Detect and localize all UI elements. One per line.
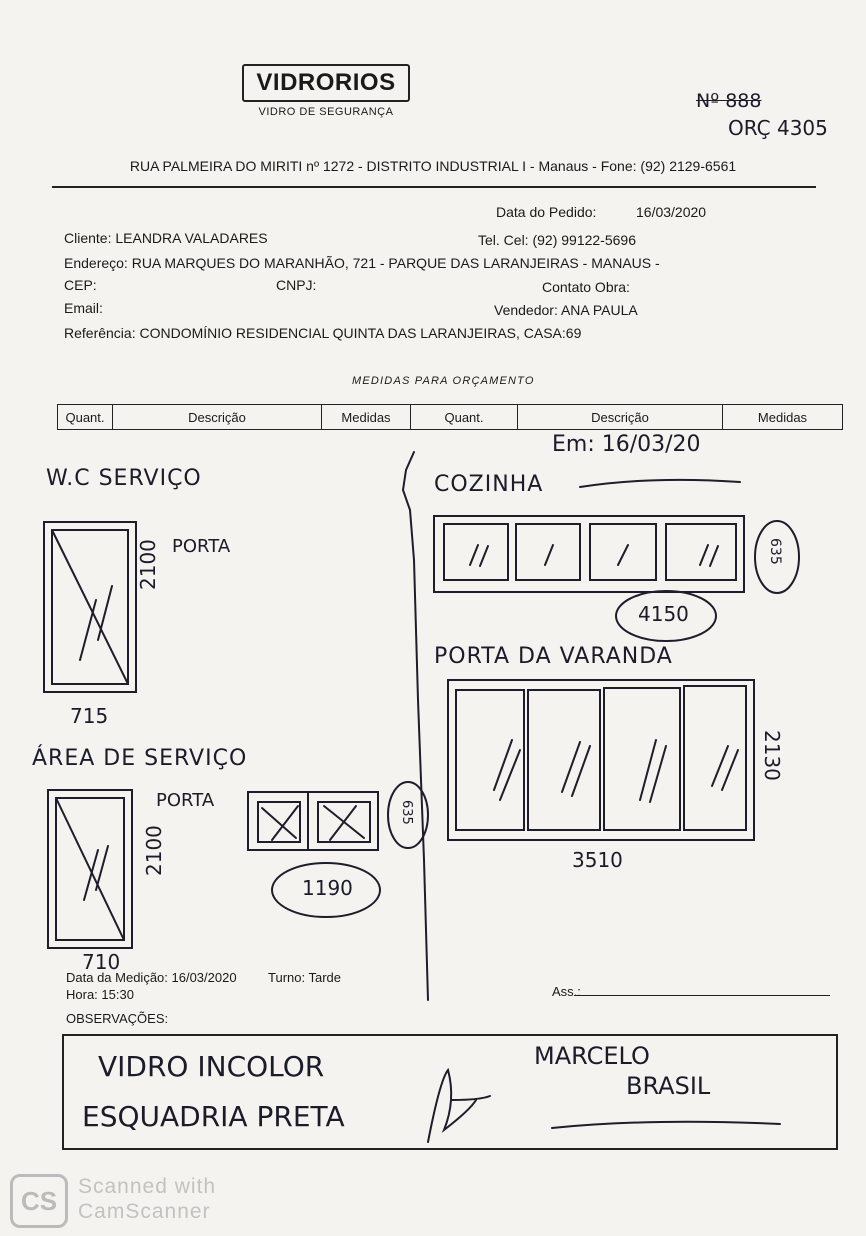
label-cozinha: COZINHA [434, 472, 544, 497]
watermark-line-2: CamScanner [78, 1200, 211, 1223]
measurements-title: MEDIDAS PARA ORÇAMENTO [352, 375, 535, 387]
service-door-glass-marks [84, 846, 108, 900]
watermark-line-1: Scanned with [78, 1175, 217, 1198]
measurement-date-note: Em: 16/03/20 [552, 432, 701, 457]
dim-715: 715 [70, 704, 109, 728]
label-wc-servico: W.C SERVIÇO [46, 466, 202, 491]
col-quant-1: Quant. [58, 405, 113, 430]
signer-first-name: MARCELO [534, 1042, 650, 1070]
dim-635-b: 635 [767, 538, 783, 565]
signature-line [574, 995, 830, 996]
label-porta-1: PORTA [172, 536, 231, 557]
company-logo: VIDRORIOS [242, 64, 410, 102]
date-underline [580, 480, 740, 487]
cnpj-field: CNPJ: [276, 277, 317, 293]
col-medidas-2: Medidas [723, 405, 843, 430]
dim-1190: 1190 [302, 876, 353, 900]
email-field: Email: [64, 300, 103, 316]
dim-3510: 3510 [572, 848, 623, 872]
dim-4150: 4150 [638, 602, 689, 626]
dim-2100-b: 2100 [142, 825, 166, 876]
company-subtitle: VIDRO DE SEGURANÇA [258, 106, 394, 118]
dim-2130: 2130 [760, 730, 784, 781]
company-address: RUA PALMEIRA DO MIRITI nº 1272 - DISTRITO INDUSTRIAL I - Manaus - Fone: (92) 2129-6561 [129, 158, 737, 174]
order-number: Nº 888 [696, 90, 762, 112]
label-porta-varanda: PORTA DA VARANDA [434, 644, 673, 669]
signature-label: Ass.: [552, 984, 581, 999]
wc-door-diagonal [52, 530, 128, 684]
client-address: Endereço: RUA MARQUES DO MARANHÃO, 721 - PARQUE DAS LARANJEIRAS - MANAUS - [64, 255, 660, 271]
camscanner-watermark [78, 1174, 216, 1224]
measurement-time: Hora: 15:30 [66, 987, 134, 1002]
dim-710: 710 [82, 950, 121, 974]
client-name: Cliente: LEANDRA VALADARES [64, 230, 268, 246]
measurement-shift: Turno: Tarde [268, 970, 341, 985]
site-contact-field: Contato Obra: [542, 279, 630, 295]
seller-field: Vendedor: ANA PAULA [494, 302, 638, 318]
cep-field: CEP: [64, 277, 97, 293]
label-porta-2: PORTA [156, 790, 215, 811]
col-descricao-1: Descrição [113, 405, 322, 430]
label-area-servico: ÁREA DE SERVIÇO [32, 746, 248, 771]
sketch-divider [403, 452, 428, 1000]
obs-frame-note: ESQUADRIA PRETA [82, 1100, 345, 1133]
camscanner-logo: CS [10, 1174, 68, 1228]
dim-635-a: 635 [399, 800, 414, 825]
service-door-diagonal [56, 798, 124, 940]
order-date-label: Data do Pedido: [496, 204, 597, 220]
budget-number: ORÇ 4305 [728, 116, 828, 140]
dim-2100-a: 2100 [136, 539, 160, 590]
col-quant-2: Quant. [411, 405, 518, 430]
signer-last-name: BRASIL [626, 1072, 711, 1100]
observations-label: OBSERVAÇÕES: [66, 1011, 169, 1026]
col-medidas-1: Medidas [322, 405, 411, 430]
col-descricao-2: Descrição [518, 405, 723, 430]
order-date-value: 16/03/2020 [636, 204, 707, 220]
measurement-date: Data da Medição: 16/03/2020 [66, 970, 237, 985]
reference-field: Referência: CONDOMÍNIO RESIDENCIAL QUINTA DAS LARANJEIRAS, CASA:69 [64, 325, 582, 341]
obs-glass-note: VIDRO INCOLOR [98, 1050, 325, 1083]
client-phone: Tel. Cel: (92) 99122-5696 [478, 232, 636, 248]
